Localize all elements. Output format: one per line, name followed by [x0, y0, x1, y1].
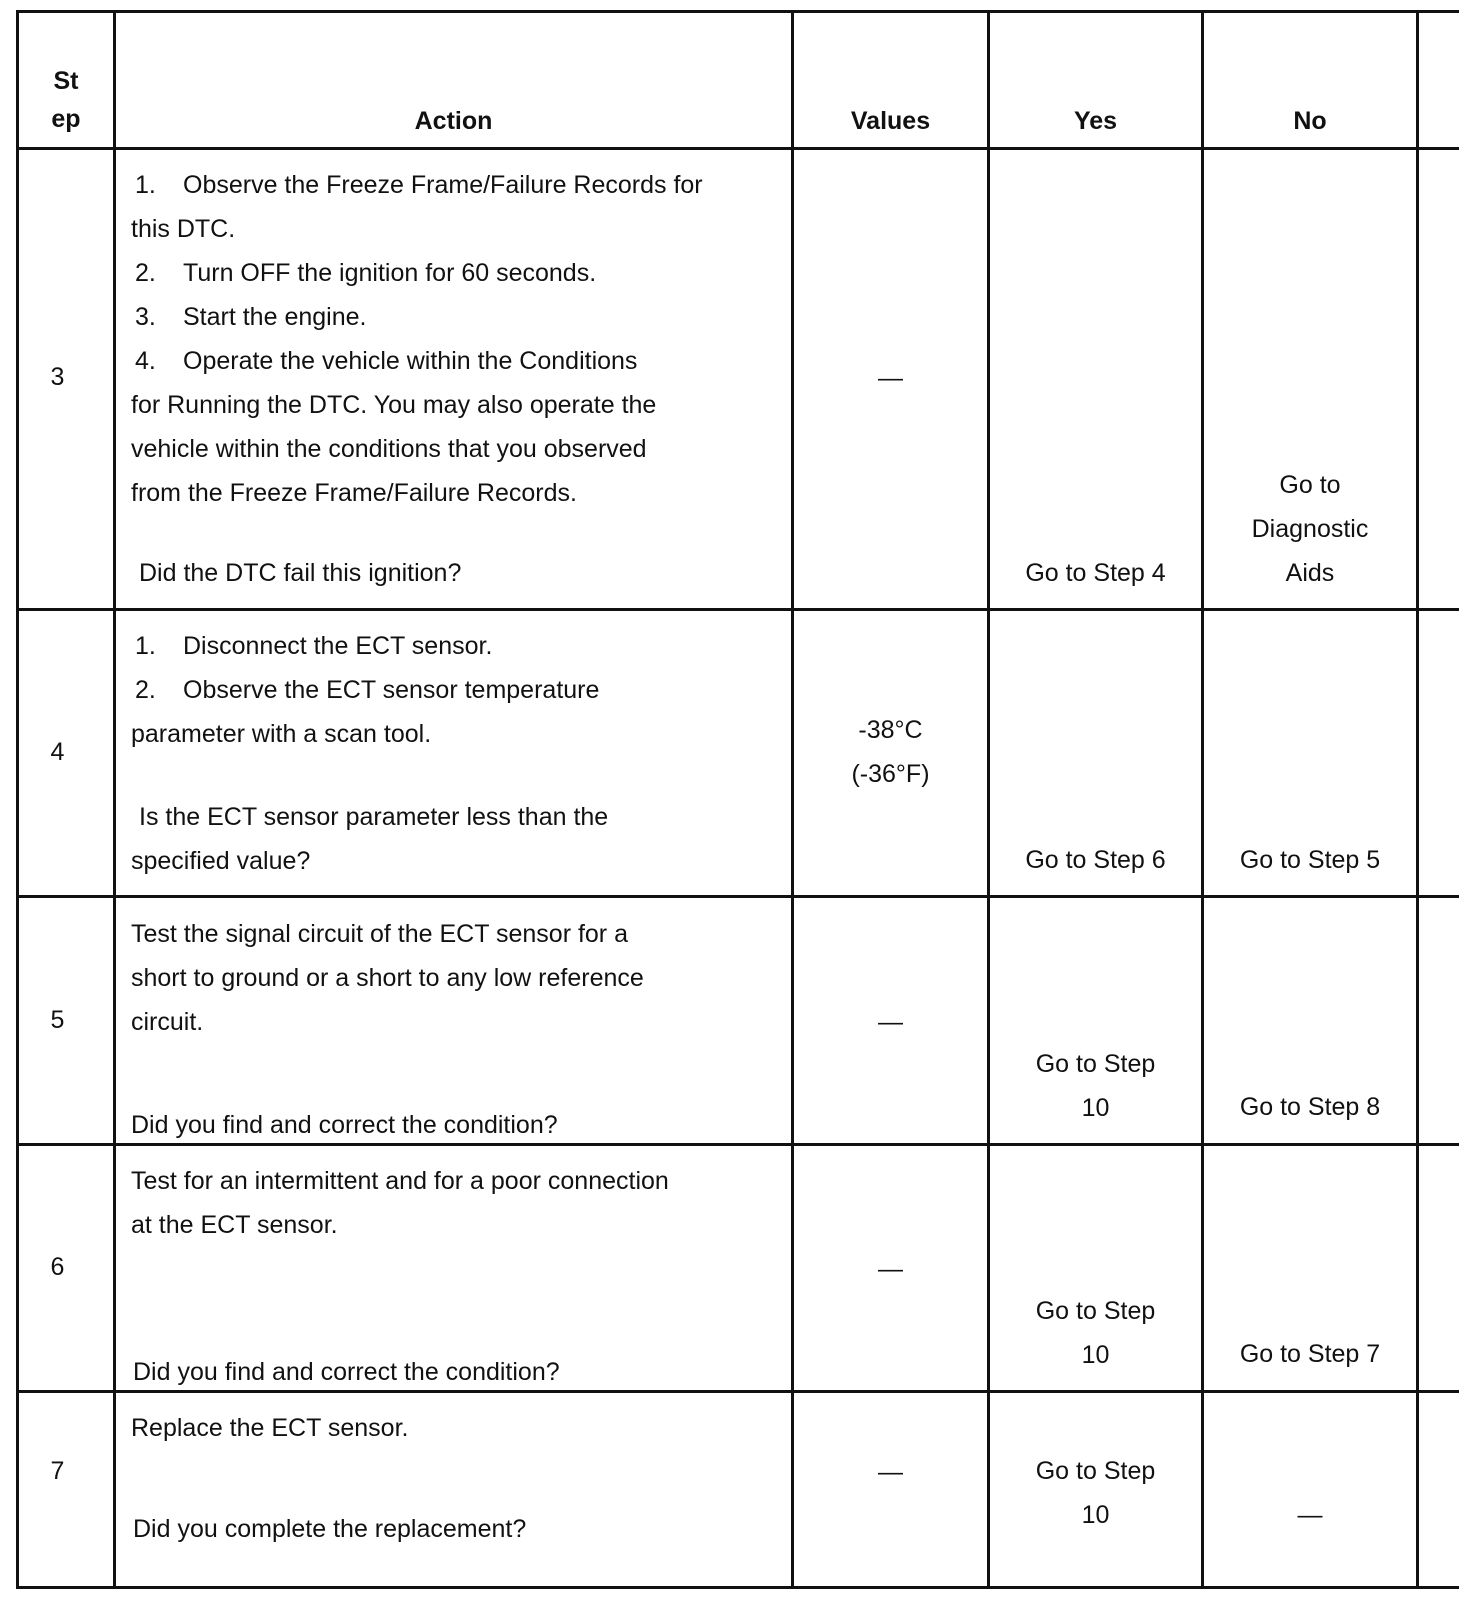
grid-line — [16, 147, 1459, 150]
diagnostic-table — [16, 10, 1459, 1590]
question-line: Is the ECT sensor parameter less than the — [139, 803, 609, 831]
action-line: vehicle within the conditions that you observed — [131, 435, 647, 463]
action-question — [131, 795, 781, 883]
step-number: 5 — [50, 1006, 65, 1034]
yes-line: Go to Step — [1035, 1050, 1156, 1078]
grid-line — [16, 10, 19, 1589]
question-line: specified value? — [131, 847, 311, 875]
action-text — [131, 912, 781, 1044]
grid-line — [16, 608, 1459, 611]
no-line: Go to — [1279, 471, 1341, 499]
yes-cell — [990, 1289, 1201, 1377]
step-number: 4 — [50, 738, 65, 766]
value-cell: — — [878, 1458, 903, 1486]
header-action: Action — [414, 107, 493, 135]
value-cell: — — [878, 1255, 903, 1283]
header-yes: Yes — [1073, 107, 1118, 135]
action-line: at the ECT sensor. — [131, 1211, 338, 1239]
value-line: (-36°F) — [851, 760, 930, 788]
action-line: Replace the ECT sensor. — [131, 1414, 409, 1442]
action-line: 3. Start the engine. — [135, 303, 367, 331]
header-step-line: St — [53, 67, 79, 95]
yes-cell: Go to Step 4 — [1025, 559, 1166, 587]
action-line: Test the signal circuit of the ECT sensor for a — [131, 920, 628, 948]
action-line: this DTC. — [131, 215, 236, 243]
yes-line: Go to Step — [1035, 1297, 1156, 1325]
yes-line: 10 — [1081, 1341, 1110, 1369]
grid-line — [1416, 10, 1419, 1589]
no-cell: — — [1297, 1501, 1323, 1529]
header-step — [19, 62, 113, 138]
step-number: 7 — [50, 1457, 65, 1485]
yes-line: 10 — [1081, 1094, 1110, 1122]
yes-cell — [990, 1449, 1201, 1537]
action-line: circuit. — [131, 1008, 204, 1036]
grid-line — [113, 10, 116, 1589]
grid-line — [16, 10, 1459, 13]
action-question: Did you complete the replacement? — [133, 1515, 527, 1543]
action-question: Did the DTC fail this ignition? — [139, 559, 462, 587]
grid-line — [791, 10, 794, 1589]
grid-line — [16, 895, 1459, 898]
action-line: Test for an intermittent and for a poor connection — [131, 1167, 669, 1195]
no-cell — [1204, 463, 1416, 595]
header-values: Values — [850, 107, 931, 135]
action-question: Did you find and correct the condition? — [131, 1111, 558, 1139]
action-text — [131, 163, 781, 515]
no-line: Aids — [1285, 559, 1335, 587]
action-text — [131, 1406, 781, 1450]
value-cell: — — [878, 364, 903, 392]
grid-line — [16, 1586, 1459, 1589]
action-line: from the Freeze Frame/Failure Records. — [131, 479, 577, 507]
no-cell: Go to Step 8 — [1239, 1093, 1381, 1121]
no-line: Diagnostic — [1251, 515, 1369, 543]
action-line: short to ground or a short to any low reference — [131, 964, 644, 992]
value-line: -38°C — [858, 716, 923, 744]
yes-cell — [990, 1042, 1201, 1130]
value-cell — [794, 708, 987, 796]
value-cell: — — [878, 1008, 903, 1036]
no-cell: Go to Step 7 — [1239, 1340, 1381, 1368]
action-line: 1. Disconnect the ECT sensor. — [135, 632, 493, 660]
action-line: 1. Observe the Freeze Frame/Failure Records for — [135, 171, 703, 199]
step-number: 6 — [50, 1253, 65, 1281]
action-line: parameter with a scan tool. — [131, 720, 432, 748]
header-no: No — [1293, 107, 1327, 135]
yes-line: 10 — [1081, 1501, 1110, 1529]
action-text — [131, 624, 781, 756]
yes-line: Go to Step — [1035, 1457, 1156, 1485]
header-step-line: ep — [51, 105, 81, 133]
action-question: Did you find and correct the condition? — [133, 1358, 560, 1386]
yes-cell: Go to Step 6 — [1025, 846, 1166, 874]
action-line: for Running the DTC. You may also operate the — [131, 391, 657, 419]
action-line: 2. Turn OFF the ignition for 60 seconds. — [135, 259, 597, 287]
action-text — [131, 1159, 781, 1247]
action-line: 2. Observe the ECT sensor temperature — [135, 676, 600, 704]
step-number: 3 — [50, 363, 65, 391]
action-line: 4. Operate the vehicle within the Conditions — [135, 347, 638, 375]
no-cell: Go to Step 5 — [1239, 846, 1381, 874]
